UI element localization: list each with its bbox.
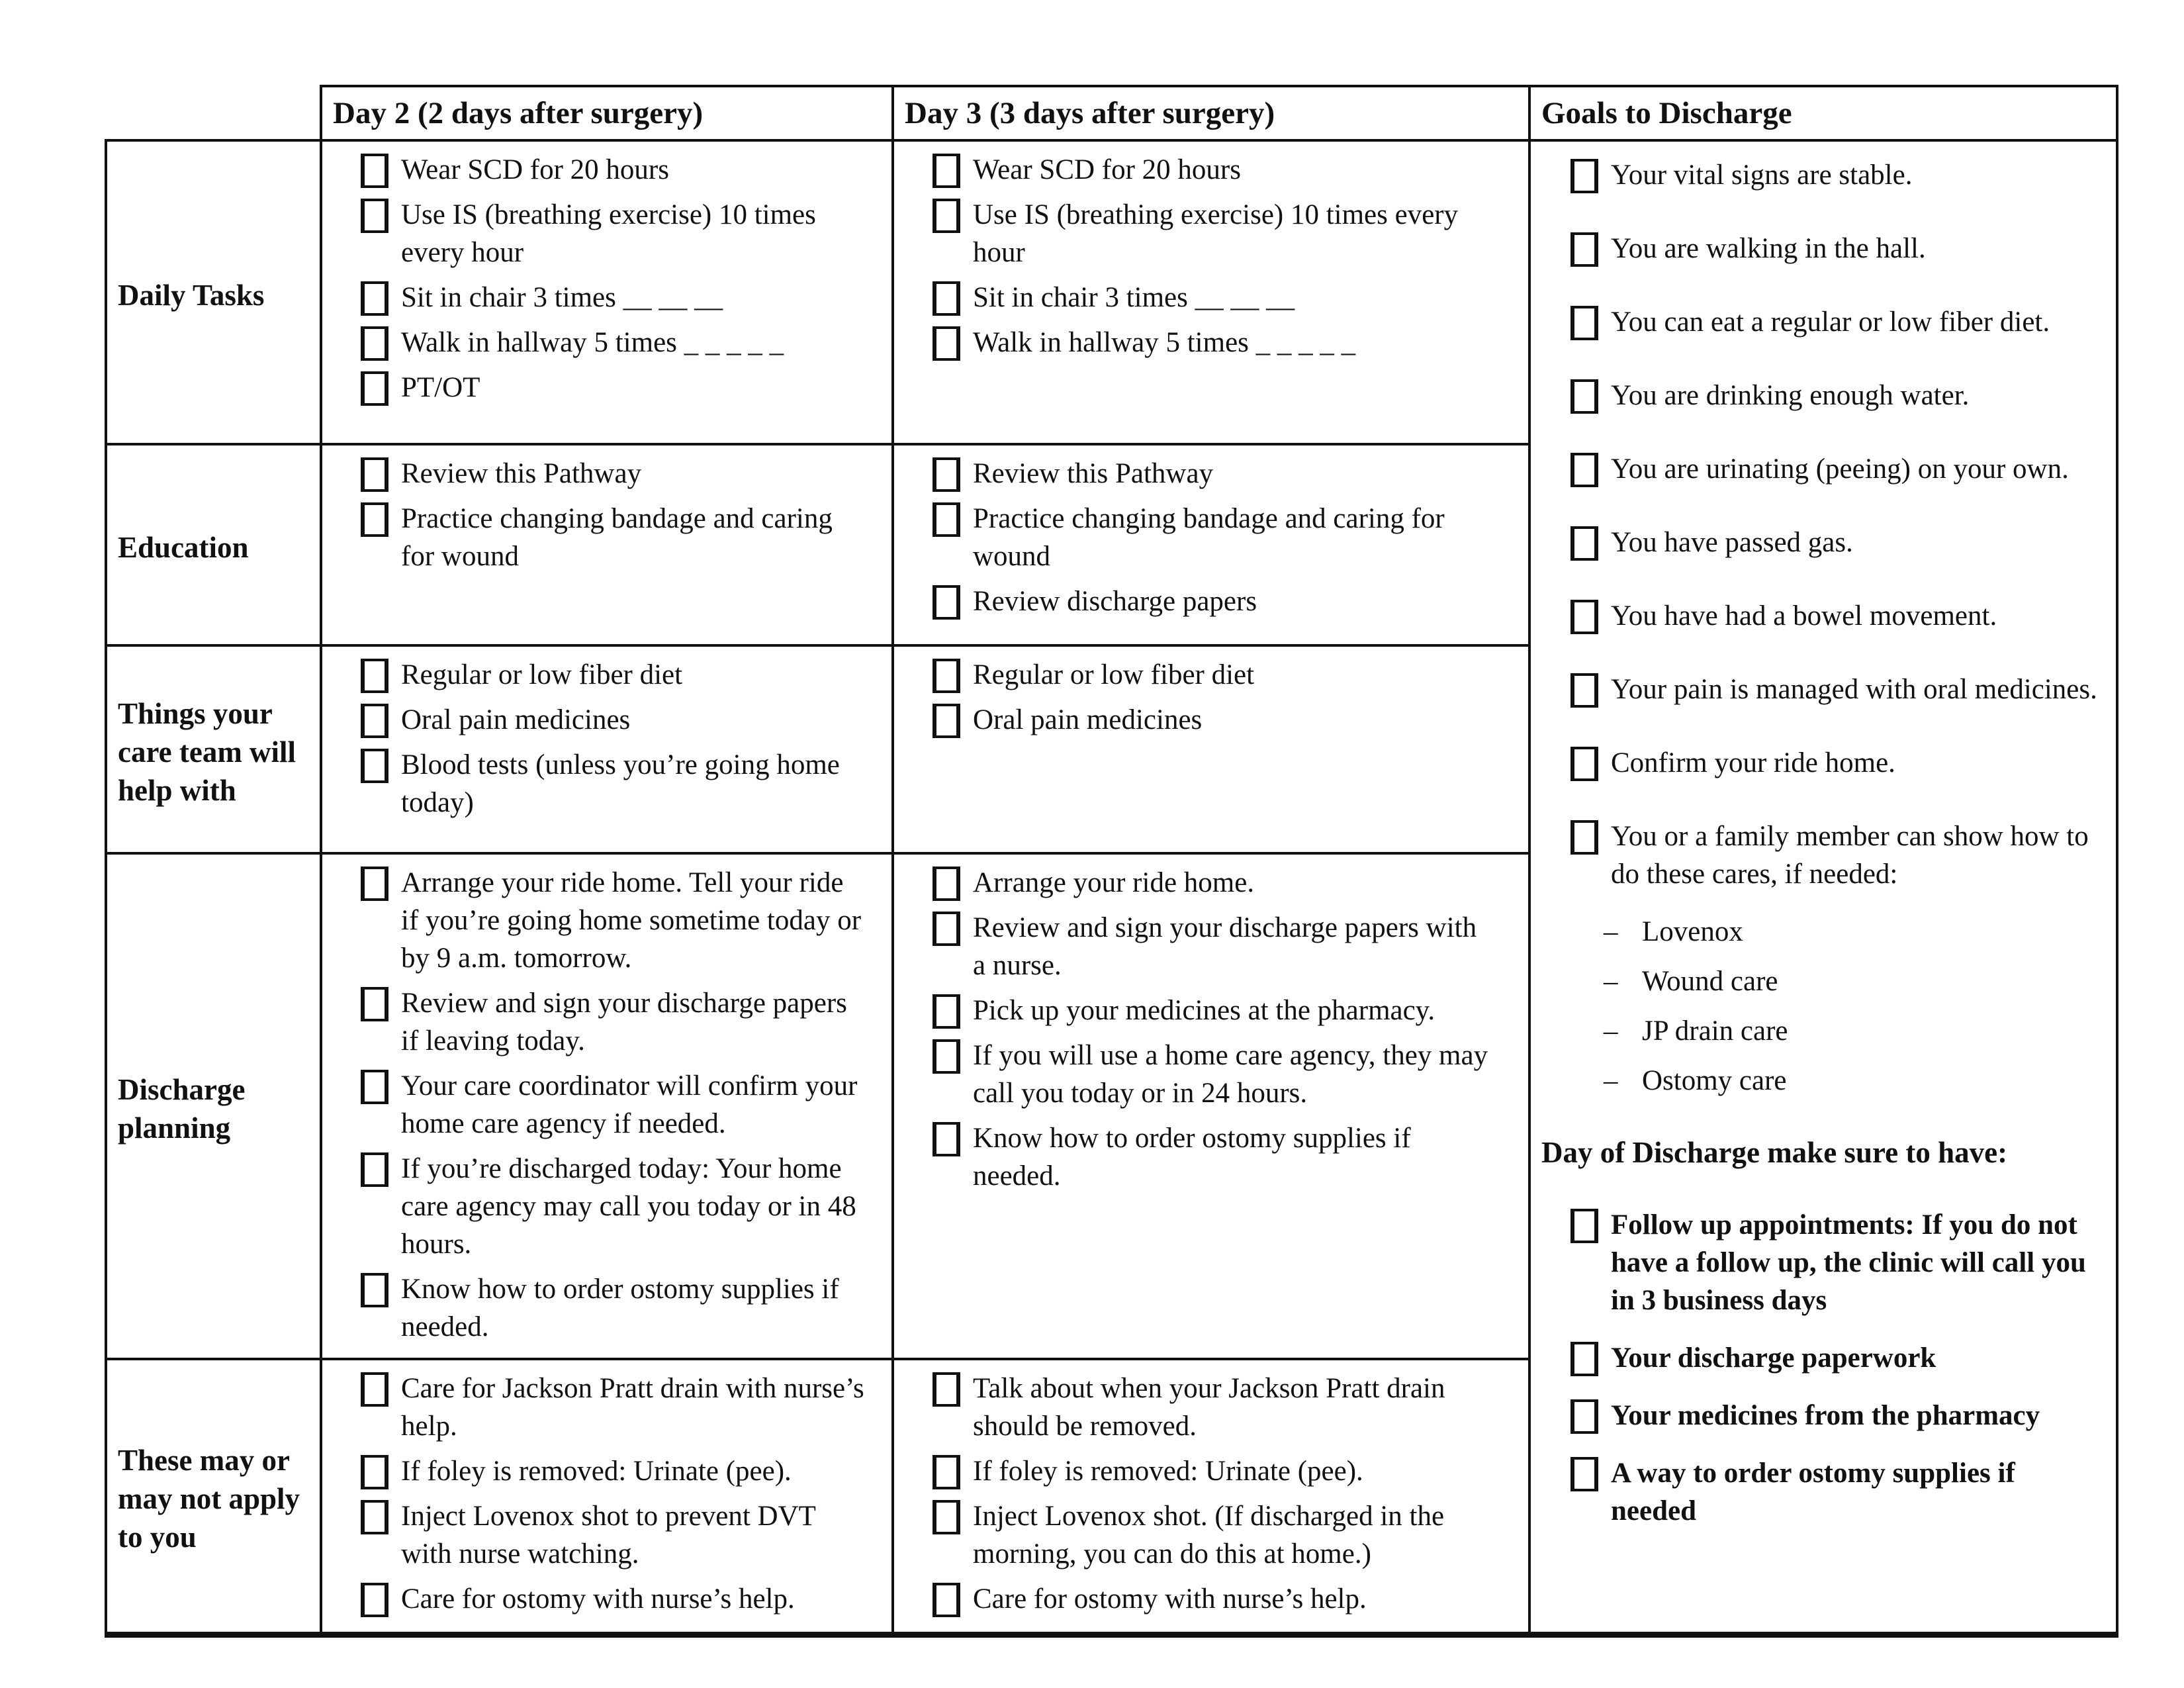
column-header-day2-label: Day 2 (2 days after surgery): [333, 96, 704, 130]
care-skill-label: Wound care: [1642, 966, 1778, 997]
goal-item-label: You are walking in the hall.: [1611, 233, 1926, 264]
column-header-goals-label: Goals to Discharge: [1541, 96, 1792, 130]
checklist-item-label: Walk in hallway 5 times _ _ _ _ _: [401, 327, 784, 358]
checkbox[interactable]: [933, 867, 960, 901]
checklist-item: [933, 1497, 1516, 1573]
goal-item: [1570, 744, 2104, 782]
goal-item: [1570, 156, 2104, 194]
checkbox[interactable]: [361, 1455, 388, 1489]
row-label-daily-tasks: [106, 140, 321, 444]
checklist-item-label: Arrange your ride home.: [973, 867, 1255, 898]
checklist-item: [933, 701, 1516, 739]
discharge-checklist-label: Follow up appointments: If you do not have a follow up, the clinic will call you in 3 business days: [1611, 1209, 2086, 1316]
goal-item: [1570, 818, 2104, 893]
goal-item-label: You are urinating (peeing) on your own.: [1611, 453, 2069, 485]
checkbox[interactable]: [361, 987, 388, 1021]
checklist-item-label: Review and sign your discharge papers if leaving today.: [401, 988, 847, 1056]
cell-may-apply-day3: [893, 1359, 1529, 1635]
checkbox[interactable]: [1570, 453, 1598, 487]
checklist-item: [361, 151, 880, 189]
checklist-item: [361, 1067, 880, 1143]
checkbox[interactable]: [361, 659, 388, 693]
checkbox[interactable]: [933, 912, 960, 946]
discharge-checklist-item: [1570, 1397, 2104, 1434]
checkbox[interactable]: [933, 1039, 960, 1074]
goal-item: [1570, 524, 2104, 561]
row-label-education-text: Education: [118, 531, 249, 564]
checkbox[interactable]: [361, 749, 388, 783]
checklist-item: [933, 279, 1516, 316]
checkbox[interactable]: [1570, 232, 1598, 267]
checklist-item: [361, 1497, 880, 1573]
checklist-item-label: Review this Pathway: [973, 458, 1214, 489]
checkbox[interactable]: [1570, 1399, 1598, 1434]
discharge-checklist-item: [1570, 1206, 2104, 1319]
checklist-item-label: Sit in chair 3 times __ __ __: [401, 282, 723, 313]
goal-item: [1570, 303, 2104, 341]
checkbox[interactable]: [361, 1273, 388, 1307]
checkbox[interactable]: [361, 154, 388, 188]
checklist-item-label: PT/OT: [401, 372, 480, 403]
checklist-item-label: Practice changing bandage and caring for wound: [401, 503, 833, 572]
corner-cell: [106, 86, 321, 140]
care-skill-label: JP drain care: [1642, 1015, 1788, 1047]
checkbox[interactable]: [361, 457, 388, 492]
checklist-item: [361, 864, 880, 977]
dash-bullet: –: [1604, 966, 1618, 997]
checkbox[interactable]: [1570, 1342, 1598, 1376]
checkbox[interactable]: [933, 502, 960, 537]
checklist-item-label: Care for ostomy with nurse’s help.: [973, 1583, 1367, 1615]
row-label-care-team-help-text: Things your care team will help with: [118, 697, 296, 807]
checkbox[interactable]: [361, 371, 388, 406]
checklist-item-label: If foley is removed: Urinate (pee).: [401, 1456, 792, 1487]
checklist-item-label: Wear SCD for 20 hours: [973, 154, 1241, 185]
checklist-item: [361, 455, 880, 492]
checkbox[interactable]: [933, 1372, 960, 1407]
checkbox[interactable]: [933, 1455, 960, 1489]
column-header-day2: [321, 86, 893, 140]
checklist-item: [361, 1452, 880, 1490]
discharge-checklist-label: Your medicines from the pharmacy: [1611, 1400, 2040, 1431]
care-skill-item: [1604, 913, 2104, 951]
care-skill-label: Ostomy care: [1642, 1065, 1787, 1096]
row-label-daily-tasks-text: Daily Tasks: [118, 278, 265, 312]
checkbox[interactable]: [933, 154, 960, 188]
checklist-item: [361, 746, 880, 821]
cell-discharge-planning-day3: [893, 853, 1529, 1359]
checklist-item: [933, 151, 1516, 189]
checklist-item-label: Blood tests (unless you’re going home today): [401, 749, 840, 818]
checklist-item: [361, 701, 880, 739]
checklist-item: [933, 583, 1516, 620]
checkbox[interactable]: [933, 326, 960, 361]
checkbox[interactable]: [361, 502, 388, 537]
checklist-item-label: Inject Lovenox shot. (If discharged in the morning, you can do this at home.): [973, 1501, 1445, 1570]
checklist-item: [933, 455, 1516, 492]
row-label-discharge-planning: [106, 853, 321, 1359]
checklist-item: [933, 324, 1516, 361]
checklist-item: [933, 992, 1516, 1029]
goal-item-label: You can eat a regular or low fiber diet.: [1611, 306, 2050, 338]
checkbox[interactable]: [1570, 526, 1598, 561]
checklist-item: [933, 656, 1516, 694]
care-skill-item: [1604, 1012, 2104, 1050]
checklist-item-label: Regular or low fiber diet: [401, 659, 683, 690]
cell-discharge-planning-day2: [321, 853, 893, 1359]
checkbox[interactable]: [361, 1070, 388, 1104]
discharge-checklist-label: A way to order ostomy supplies if needed: [1611, 1458, 2015, 1526]
checklist-item: [361, 196, 880, 271]
checkbox[interactable]: [361, 1152, 388, 1187]
checklist-item-label: Pick up your medicines at the pharmacy.: [973, 995, 1435, 1026]
checklist-item-label: Sit in chair 3 times __ __ __: [973, 282, 1295, 313]
checklist-item-label: Talk about when your Jackson Pratt drain should be removed.: [973, 1373, 1445, 1442]
care-skill-item: [1604, 962, 2104, 1000]
checklist-item-label: Use IS (breathing exercise) 10 times every hour: [973, 199, 1459, 268]
checkbox[interactable]: [1570, 747, 1598, 781]
checklist-item-label: Oral pain medicines: [401, 704, 631, 735]
checklist-item-label: Review discharge papers: [973, 586, 1257, 617]
checkbox[interactable]: [361, 326, 388, 361]
checkbox[interactable]: [933, 704, 960, 738]
goal-item-label: You are drinking enough water.: [1611, 380, 1970, 411]
cell-education-day3: [893, 444, 1529, 645]
checkbox[interactable]: [933, 281, 960, 316]
checklist-item-label: Know how to order ostomy supplies if needed.: [401, 1274, 839, 1342]
checkbox[interactable]: [933, 199, 960, 233]
checklist-item-label: Oral pain medicines: [973, 704, 1203, 735]
day-of-discharge-header: Day of Discharge make sure to have:: [1541, 1136, 2008, 1169]
checkbox[interactable]: [1570, 1457, 1598, 1491]
checklist-item: [933, 909, 1516, 984]
goal-item-label: You have passed gas.: [1611, 527, 1853, 558]
checklist-item: [361, 279, 880, 316]
checklist-item: [361, 1580, 880, 1618]
goal-item: [1570, 377, 2104, 414]
checklist-item-label: Review this Pathway: [401, 458, 642, 489]
checkbox[interactable]: [1570, 600, 1598, 634]
checklist-item: [361, 1270, 880, 1346]
cell-goals-to-discharge: [1529, 140, 2117, 1635]
checkbox[interactable]: [1570, 306, 1598, 340]
checklist-item: [361, 1150, 880, 1263]
column-header-goals: [1529, 86, 2117, 140]
checklist-item-label: If you will use a home care agency, they may call you today or in 24 hours.: [973, 1040, 1488, 1109]
goal-item-label: Confirm your ride home.: [1611, 747, 1895, 778]
goal-item-label: You have had a bowel movement.: [1611, 600, 1997, 632]
cell-care-team-day2: [321, 645, 893, 853]
checkbox[interactable]: [361, 1500, 388, 1534]
dash-bullet: –: [1604, 1065, 1618, 1096]
cell-education-day2: [321, 444, 893, 645]
checklist-item-label: Your care coordinator will confirm your home care agency if needed.: [401, 1070, 858, 1139]
checkbox[interactable]: [1570, 159, 1598, 193]
discharge-checklist-item: [1570, 1454, 2104, 1530]
checklist-item: [361, 1370, 880, 1445]
checklist-item-label: Practice changing bandage and caring for wound: [973, 503, 1445, 572]
checklist-item-label: Use IS (breathing exercise) 10 times every hour: [401, 199, 816, 268]
checkbox[interactable]: [933, 1500, 960, 1534]
checkbox[interactable]: [361, 199, 388, 233]
column-header-day3-label: Day 3 (3 days after surgery): [905, 96, 1275, 130]
checkbox[interactable]: [933, 994, 960, 1029]
checkbox[interactable]: [361, 704, 388, 738]
checkbox[interactable]: [361, 867, 388, 901]
goal-item: [1570, 597, 2104, 635]
checkbox[interactable]: [1570, 379, 1598, 414]
cell-may-apply-day2: [321, 1359, 893, 1635]
checkbox[interactable]: [361, 281, 388, 316]
cell-daily-tasks-day2: [321, 140, 893, 444]
checklist-item-label: Inject Lovenox shot to prevent DVT with nurse watching.: [401, 1501, 816, 1570]
goal-item-label: You or a family member can show how to do these cares, if needed:: [1611, 821, 2089, 890]
discharge-checklist-item: [1570, 1339, 2104, 1377]
row-label-education: [106, 444, 321, 645]
pathway-table: [105, 85, 2118, 1638]
column-header-day3: [893, 86, 1529, 140]
row-label-discharge-planning-text: Discharge planning: [118, 1073, 246, 1145]
checklist-item: [933, 500, 1516, 575]
cell-care-team-day3: [893, 645, 1529, 853]
checkbox[interactable]: [933, 659, 960, 693]
checklist-item-label: Care for Jackson Pratt drain with nurse’s help.: [401, 1373, 864, 1442]
row-label-may-apply-text: These may or may not apply to you: [118, 1444, 300, 1554]
row-label-care-team-help: [106, 645, 321, 853]
checklist-item: [361, 500, 880, 575]
checklist-item: [361, 324, 880, 361]
checklist-item-label: Regular or low fiber diet: [973, 659, 1255, 690]
checkbox[interactable]: [933, 585, 960, 620]
checklist-item: [933, 1037, 1516, 1112]
checklist-item-label: Review and sign your discharge papers with a nurse.: [973, 912, 1477, 981]
dash-bullet: –: [1604, 916, 1618, 947]
checklist-item: [933, 1119, 1516, 1195]
checkbox[interactable]: [361, 1583, 388, 1617]
goal-item: [1570, 671, 2104, 708]
dash-bullet: –: [1604, 1015, 1618, 1047]
checkbox[interactable]: [1570, 673, 1598, 708]
checklist-item: [361, 369, 880, 406]
checklist-item: [933, 196, 1516, 271]
cell-daily-tasks-day3: [893, 140, 1529, 444]
checkbox[interactable]: [1570, 820, 1598, 855]
checklist-item: [933, 1370, 1516, 1445]
checkbox[interactable]: [361, 1372, 388, 1407]
checkbox[interactable]: [933, 1583, 960, 1617]
checklist-item-label: Walk in hallway 5 times _ _ _ _ _: [973, 327, 1356, 358]
care-skill-item: [1604, 1062, 2104, 1100]
checklist-item: [361, 984, 880, 1060]
care-skill-label: Lovenox: [1642, 916, 1743, 947]
checklist-item: [933, 1452, 1516, 1490]
row-label-may-apply: [106, 1359, 321, 1635]
discharge-checklist-label: Your discharge paperwork: [1611, 1342, 1936, 1374]
checklist-item: [361, 656, 880, 694]
goal-item: [1570, 230, 2104, 267]
goal-item-label: Your vital signs are stable.: [1611, 160, 1913, 191]
checklist-item: [933, 864, 1516, 902]
checklist-item-label: If you’re discharged today: Your home care agency may call you today or in 48 hours.: [401, 1153, 856, 1260]
checklist-item-label: Care for ostomy with nurse’s help.: [401, 1583, 795, 1615]
checklist-item-label: If foley is removed: Urinate (pee).: [973, 1456, 1363, 1487]
checkbox[interactable]: [933, 1122, 960, 1156]
checklist-item-label: Wear SCD for 20 hours: [401, 154, 669, 185]
checkbox[interactable]: [933, 457, 960, 492]
checklist-item-label: Know how to order ostomy supplies if needed.: [973, 1123, 1411, 1192]
checklist-item-label: Arrange your ride home. Tell your ride if you’re going home sometime today or by 9 a.m. tomorrow.: [401, 867, 862, 974]
goal-item-label: Your pain is managed with oral medicines.: [1611, 674, 2097, 705]
checklist-item: [933, 1580, 1516, 1618]
goal-item: [1570, 450, 2104, 488]
checkbox[interactable]: [1570, 1209, 1598, 1243]
